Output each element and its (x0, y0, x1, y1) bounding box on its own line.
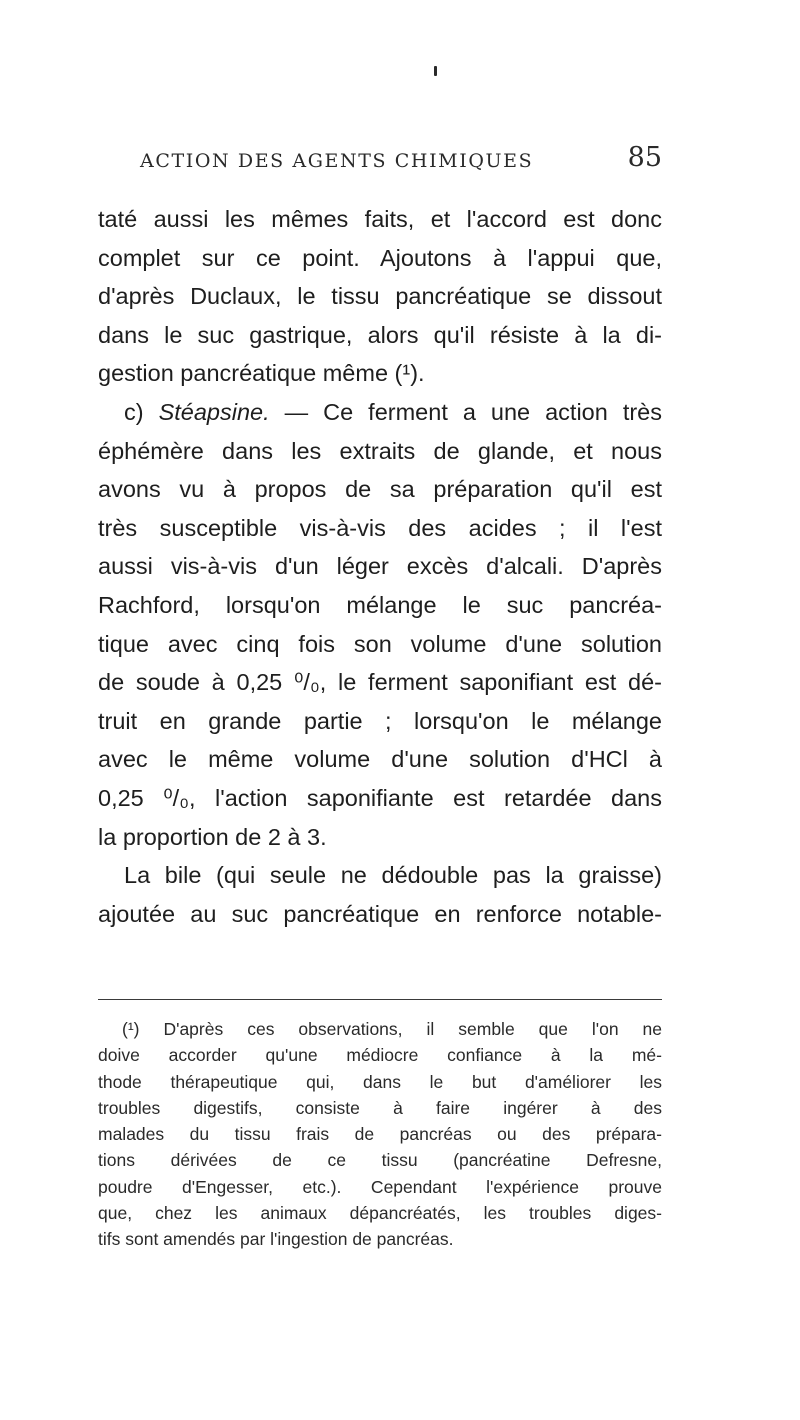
footnote-rule (98, 999, 662, 1000)
page-number: 85 (627, 142, 662, 173)
text-line: dans le suc gastrique, alors qu'il résiste à la di- (98, 321, 662, 348)
running-head (140, 142, 670, 180)
body-text (98, 200, 662, 933)
text-line: tique avec cinq fois son volume d'une solution (98, 630, 662, 657)
steapsine-heading-line (98, 393, 662, 432)
footnote-line: (¹) D'après ces observations, il semble que l'on ne (122, 1019, 662, 1039)
section-term: Stéapsine. (158, 398, 270, 425)
text-line: gestion pancréatique même (¹). (98, 360, 425, 387)
running-title: ACTION DES AGENTS CHIMIQUES (140, 150, 534, 172)
footnote-line: poudre d'Engesser, etc.). Cependant l'expérience prouve (98, 1176, 662, 1197)
text-line: La bile (qui seule ne dédouble pas la graisse) (124, 862, 662, 889)
footnote (98, 1016, 662, 1253)
section-marker: c) (124, 398, 159, 425)
text-line: avons vu à propos de sa préparation qu'il est (98, 476, 662, 503)
text-line: éphémère dans les extraits de glande, et nous (98, 437, 662, 464)
footnote-line: troubles digestifs, consiste à faire ingérer à des (98, 1097, 662, 1118)
text-line: avec le même volume d'une solution d'HCl à (98, 746, 662, 773)
footnote-line: tions dérivées de ce tissu (pancréatine Defresne, (98, 1150, 662, 1171)
footnote-line: malades du tissu frais de pancréas ou des prépara- (98, 1124, 662, 1145)
footnote-line: thode thérapeutique qui, dans le but d'améliorer les (98, 1071, 662, 1092)
footnote-line: doive accorder qu'une médiocre confiance à la mé- (98, 1045, 662, 1066)
footnote-line: tifs sont amendés par l'ingestion de pancréas. (98, 1229, 454, 1250)
text-line: 0,25 ⁰/₀, l'action saponifiante est retardée dans (98, 784, 662, 811)
text-line: aussi vis-à-vis d'un léger excès d'alcali. D'après (98, 553, 662, 580)
text-line: d'après Duclaux, le tissu pancréatique se dissout (98, 283, 662, 310)
ink-speck (434, 66, 437, 76)
text-line: ajoutée au suc pancréatique en renforce notable- (98, 900, 662, 927)
text-line: la proportion de 2 à 3. (98, 823, 327, 850)
text-line: Rachford, lorsqu'on mélange le suc pancréa- (98, 591, 662, 618)
text-line: truit en grande partie ; lorsqu'on le mélange (98, 707, 662, 734)
text-line: très susceptible vis-à-vis des acides ; il l'est (98, 514, 662, 541)
text-line: taté aussi les mêmes faits, et l'accord est donc (98, 206, 662, 232)
section-text: — Ce ferment a une action très (269, 398, 662, 425)
footnote-line: que, chez les animaux dépancréatés, les troubles diges- (98, 1203, 662, 1224)
text-line: complet sur ce point. Ajoutons à l'appui que, (98, 244, 662, 271)
text-line: de soude à 0,25 ⁰/₀, le ferment saponifiant est dé- (98, 669, 662, 696)
